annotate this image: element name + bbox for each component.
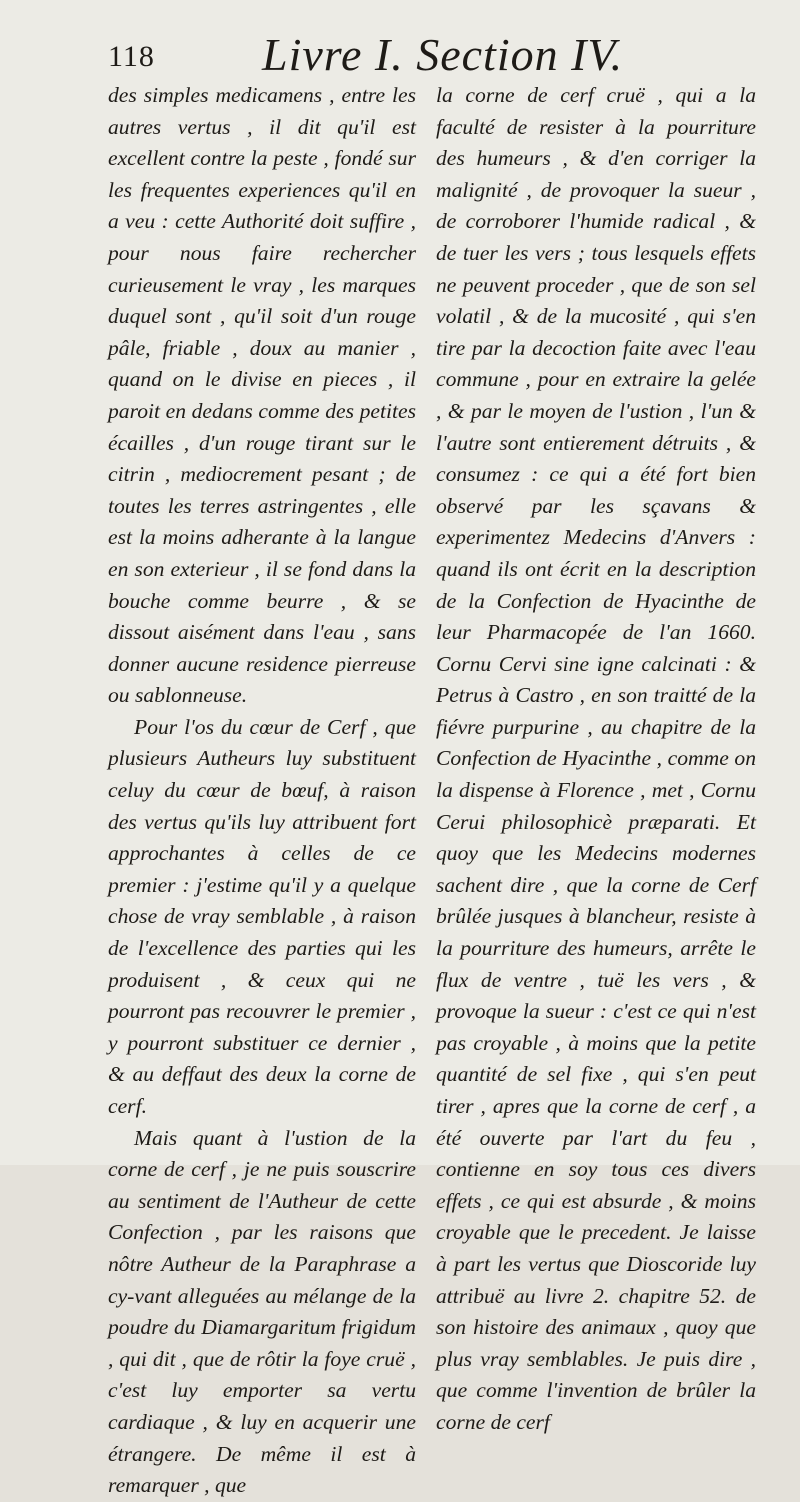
- paragraph: des simples medicamens , entre les autres vertus , il dit qu'il est excellent contre la peste , fondé sur les frequentes experiences qu'il en a veu : cette Authorité doit suffire , pour nous faire rechercher curieusement le vray , les marques duquel sont , qu'il soit d'un rouge pâle, friable , doux au manier , quand on le divise en pieces , il paroit en dedans comme des petites écailles , d'un rouge tirant sur le citrin , mediocrement pesant ; de toutes les terres astringentes , elle est la moins adherante à la langue en son exterieur , il se fond dans la bouche comme beurre , & se dissout aisément dans l'eau , sans donner aucune residence pierreuse ou sablonneuse.: [108, 83, 416, 708]
- paragraph: Mais quant à l'ustion de la corne de cerf , je ne puis souscrire au sentiment de l'Autheur de cette Confection , par les raisons que nôtre Autheur de la Paraphrase a cy-vant alleguées au mélange de la poudre du Diamargaritum frigidum , qui dit , que de rôtir la foye cruë , c'est luy emporter sa vertu cardiaque , & luy en acquerir une étrangere. De même il est à remarquer , que: [108, 1125, 416, 1498]
- left-column: [108, 80, 416, 1502]
- paragraph: Pour l'os du cœur de Cerf , que plusieurs Autheurs luy substituent celuy du cœur de bœuf, à raison des vertus qu'ils luy attribuent fort approchantes à celles de ce premier : j'estime qu'il y a quelque chose de vray semblable , à raison de l'excellence des parties qui les produisent , & ceux qui ne pourront pas recouvrer le premier , y pourront substituer ce dernier , & au deffaut des deux la corne de cerf.: [108, 714, 416, 1118]
- page-number: 118: [108, 40, 155, 73]
- running-title: Livre I. Section IV.: [262, 29, 624, 80]
- right-column: [436, 80, 756, 1439]
- page-header: [0, 18, 800, 80]
- paragraph: la corne de cerf cruë , qui a la faculté de resister à la pourriture des humeurs , & d'en corriger la malignité , de provoquer la sueur , de corroborer l'humide radical , & de tuer les vers ; tous lesquels effets ne peuvent proceder , que de son sel volatil , & de la mucosité , qui s'en tire par la decoction faite avec l'eau commune , pour en extraire la gelée , & par le moyen de l'ustion , l'un & l'autre sont entierement détruits , & consumez : ce qui a été fort bien observé par les sçavans & experimentez Medecins d'Anvers : quand ils ont écrit en la description de la Confection de Hyacinthe de leur Pharmacopée de l'an 1660. Cornu Cervi sine igne calcinati : & Petrus à Castro , en son traitté de la fiévre purpurine , au chapitre de la Confection de Hyacinthe , comme on la dispense à Florence , met , Cornu Cerui philosophicè præparati. Et quoy que les Medecins modernes sachent dire , que la corne de Cerf brûlée jusques à blancheur, resiste à la pourriture des humeurs, arrête le flux de ventre , tuë les vers , & provoque la sueur : c'est ce qui n'est pas croyable , à moins que la petite quantité de sel fixe , qui s'en peut tirer , apres que la corne de cerf , a été ouverte par l'art du feu , contienne en soy tous ces divers effets , ce qui est absurde , & moins croyable que le precedent. Je laisse à part les vertus que Dioscoride luy attribuë au livre 2. chapitre 52. de son histoire des animaux , quoy que plus vray semblables. Je puis dire , que comme l'invention de brûler la corne de cerf: [436, 83, 756, 1434]
